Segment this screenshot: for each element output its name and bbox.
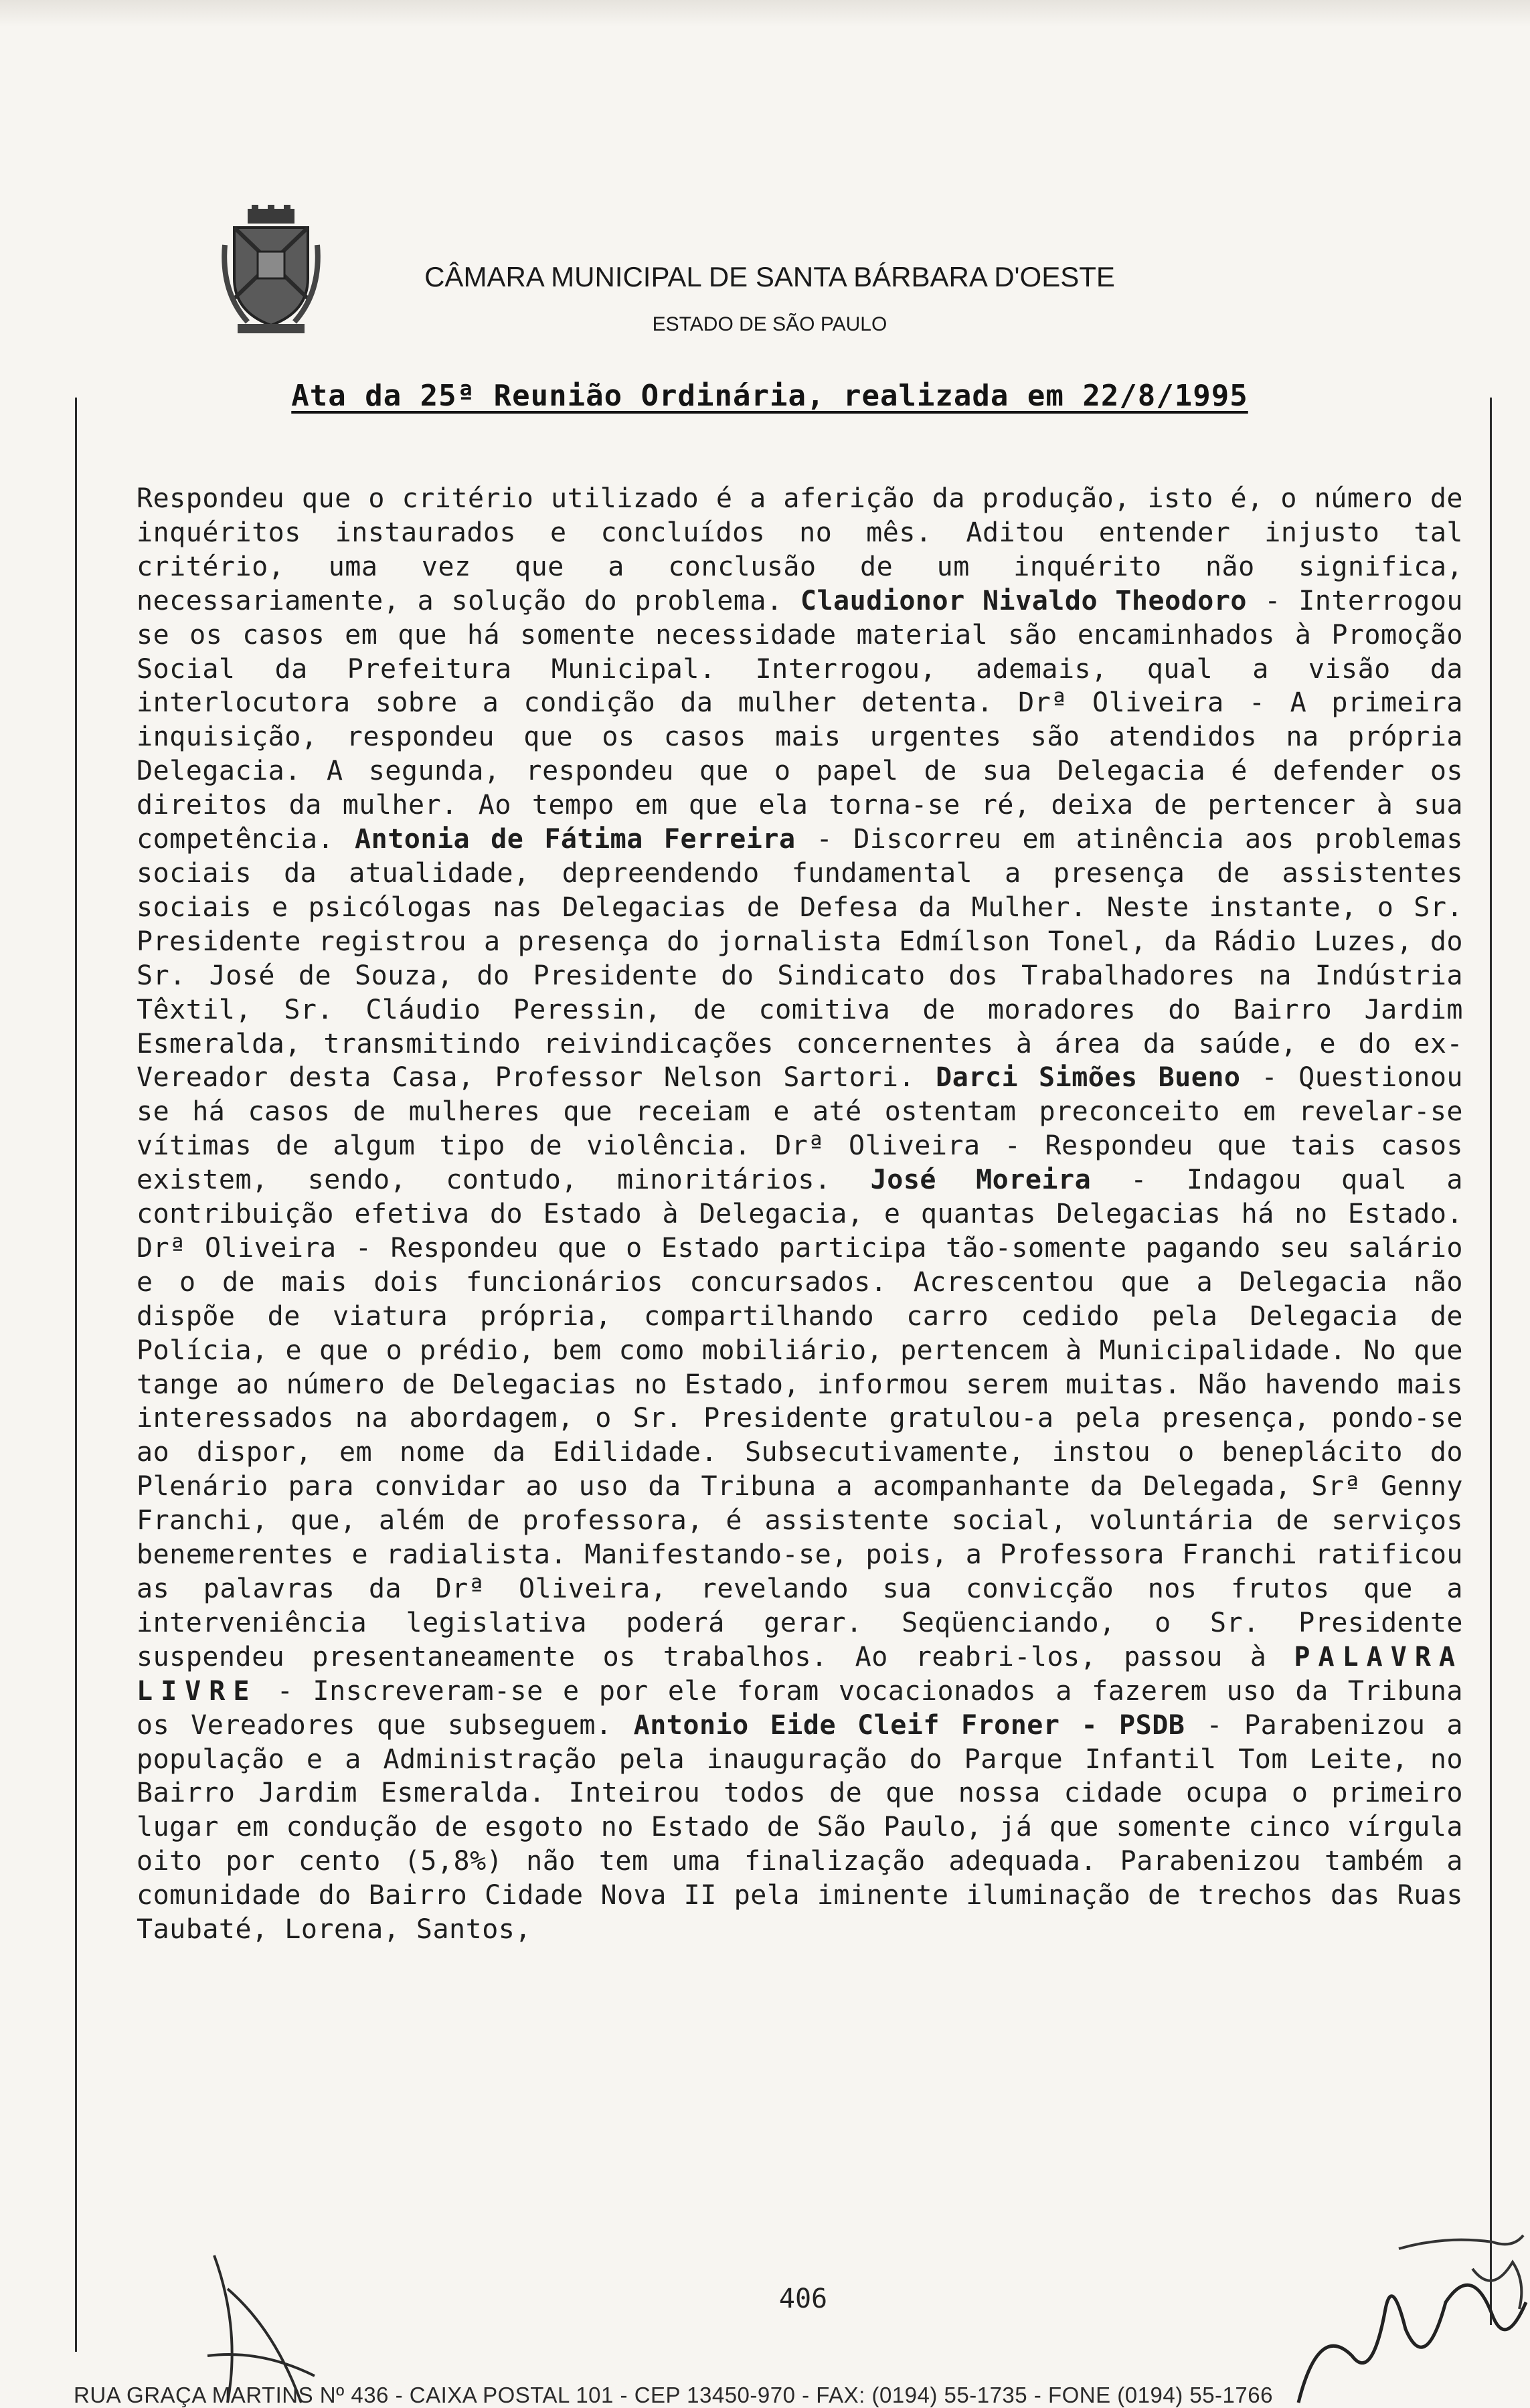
minutes-paragraph xyxy=(137,482,1463,1947)
text-segment: - Interrogou se os casos em que há somente necessidade material são encaminhados à Promoção Social da Prefeitura Municipal. Interrogou, ademais, qual a visão da interlocutora sobre a condição da mulher detenta. Drª Oliveira - A primeira inquisição, respondeu que os casos mais urgentes são atendidos na própria Delegacia. A segunda, respondeu que o papel de sua Delegacia é defender os direitos da mulher. Ao tempo em que ela torna-se ré, deixa de pertencer à sua competência. xyxy=(137,585,1464,855)
text-segment: - Inscreveram-se e por ele foram vocacionados a fazerem uso da Tribuna os Vereadores que subseguem. xyxy=(137,1675,1463,1741)
speaker-name: Antonia de Fátima Ferreira xyxy=(355,824,796,855)
page-number: 406 xyxy=(778,2284,828,2314)
state-name: ESTADO DE SÃO PAULO xyxy=(652,313,887,335)
text-segment: Respondeu que o critério utilizado é a aferição da produção, isto é, o número de inquéritos instaurados e concluídos no mês. Aditou entender injusto tal critério, uma vez que a conclusão de um inquérito não significa, necessariamente, a solução do problema. xyxy=(137,483,1463,616)
institution-name: CÂMARA MUNICIPAL DE SANTA BÁRBARA D'OESTE xyxy=(424,261,1115,292)
coat-of-arms-icon xyxy=(221,205,321,339)
speaker-name: Antonio Eide Cleif Froner - PSDB xyxy=(633,1709,1185,1741)
scan-edge xyxy=(0,0,1530,27)
text-segment: - Indagou qual a contribuição efetiva do Estado à Delegacia, e quantas Delegacias há no Estado. Drª Oliveira - Respondeu que o Estado participa tão-somente pagando seu salário e o de mais dois funcionários concursados. Acrescentou que a Delegacia não dispõe de viatura própria, compartilhando carro cedido pela Delegacia de Polícia, e que o prédio, bem como mobiliário, pertencem à Municipalidade. No que tange ao número de Delegacias no Estado, informou serem muitas. Não havendo mais interessados na abordagem, o Sr. Presidente gratulou-a pela presença, pondo-se ao dispor, em nome da Edilidade. Subsecutivamente, instou o beneplácito do Plenário para convidar ao uso da Tribuna a acompanhante da Delegada, Srª Genny Franchi, que, além de professora, é assistente social, voluntária de serviços benemerentes e radialista. Manifestando-se, pois, a Professora Franchi ratificou as palavras da Drª Oliveira, revelando sua convicção nos frutos que a interveniência legislativa poderá gerar. Seqüenciando, o Sr. Presidente suspendeu presentaneamente os trabalhos. Ao reabri-los, passou à xyxy=(137,1165,1464,1672)
footer-address: RUA GRAÇA MARTINS Nº 436 - CAIXA POSTAL 101 - CEP 13450-970 - FAX: (0194) 55-1735 - FONE (0194) 55-1766 xyxy=(74,2383,1273,2407)
speaker-name: Darci Simões Bueno xyxy=(936,1062,1241,1094)
speaker-name: José Moreira xyxy=(870,1165,1092,1196)
text-segment: - Parabenizou a população e a Administração pela inauguração do Parque Infantil Tom Leite, no Bairro Jardim Esmeralda. Inteirou todos de que nossa cidade ocupa o primeiro lugar em condução de esgoto no Estado de São Paulo, já que somente cinco vírgula oito por cento (5,8%) não tem uma finalização adequada. Parabenizou também a comunidade do Bairro Cidade Nova II pela iminente iluminação de trechos das Ruas Taubaté, Lorena, Santos, xyxy=(137,1709,1463,1946)
minutes-title: Ata da 25ª Reunião Ordinária, realizada em 22/8/1995 xyxy=(291,379,1248,413)
text-segment: - Discorreu em atinência aos problemas sociais da atualidade, depreendendo fundamental a presença de assistentes sociais e psicólogas nas Delegacias de Defesa da Mulher. Neste instante, o Sr. Presidente registrou a presença do jornalista Edmílson Tonel, da Rádio Luzes, do Sr. José de Souza, do Presidente do Sindicato dos Trabalhadores na Indústria Têxtil, Sr. Cláudio Peressin, de comitiva de moradores do Bairro Jardim Esmeralda, transmitindo reivindicações concernentes à área da saúde, e do ex-Vereador desta Casa, Professor Nelson Sartori. xyxy=(137,824,1463,1094)
left-margin-rule xyxy=(75,398,77,2352)
minutes-body xyxy=(137,482,1463,1947)
speaker-name: Claudionor Nivaldo Theodoro xyxy=(800,585,1248,616)
text-segment: - Questionou se há casos de mulheres que receiam e até ostentam preconceito em revelar-se vítimas de algum tipo de violência. Drª Oliveira - Respondeu que tais casos existem, sendo, contudo, minoritários. xyxy=(137,1062,1463,1196)
right-margin-rule xyxy=(1490,398,1492,2325)
signature-right-icon xyxy=(1272,2222,1530,2408)
section-heading-palavra-livre: PALAVRA LIVRE xyxy=(137,1641,1463,1707)
